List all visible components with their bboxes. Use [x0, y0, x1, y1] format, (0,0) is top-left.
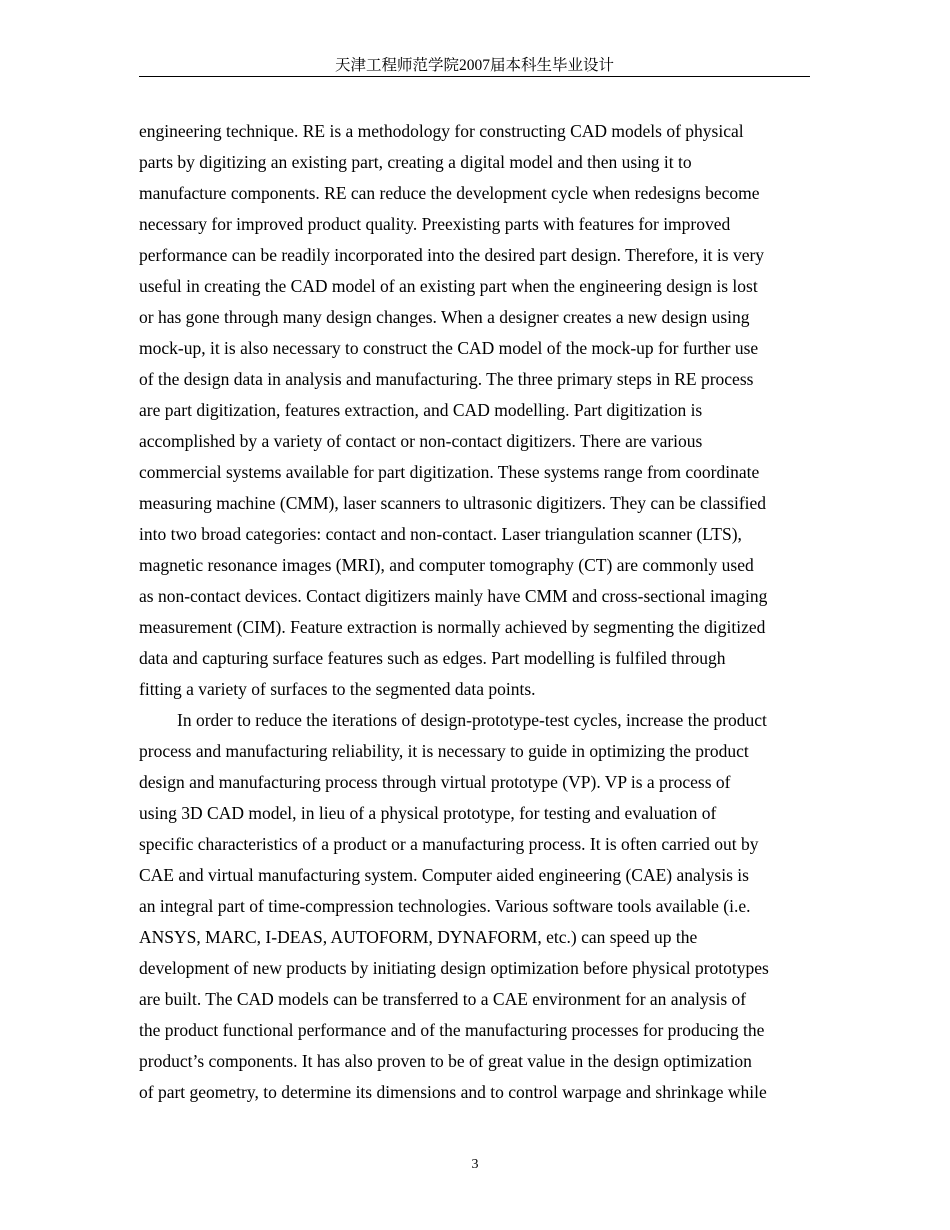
text-line: magnetic resonance images (MRI), and computer tomography (CT) are commonly used — [139, 555, 754, 575]
text-line: data and capturing surface features such as edges. Part modelling is fulfiled through — [139, 648, 726, 668]
paragraph-first-line: In order to reduce the iterations of design-prototype-test cycles, increase the product — [177, 710, 767, 730]
text-line: as non-contact devices. Contact digitizers mainly have CMM and cross-sectional imaging — [139, 586, 768, 606]
text-line: mock-up, it is also necessary to construct the CAD model of the mock-up for further use — [139, 338, 759, 358]
text-line: measuring machine (CMM), laser scanners to ultrasonic digitizers. They can be classified — [139, 493, 767, 513]
text-line: process and manufacturing reliability, it is necessary to guide in optimizing the product — [139, 741, 749, 761]
text-line: of part geometry, to determine its dimensions and to control warpage and shrinkage while — [139, 1082, 767, 1102]
text-line: measurement (CIM). Feature extraction is normally achieved by segmenting the digitized — [139, 617, 766, 637]
text-line: fitting a variety of surfaces to the segmented data points. — [139, 679, 536, 699]
text-line: performance can be readily incorporated into the desired part design. Therefore, it is very — [139, 245, 765, 265]
text-line: CAE and virtual manufacturing system. Computer aided engineering (CAE) analysis is — [139, 865, 749, 885]
text-line: useful in creating the CAD model of an existing part when the engineering design is lost — [139, 276, 758, 296]
text-line: specific characteristics of a product or a manufacturing process. It is often carried out by — [139, 834, 759, 854]
text-line: using 3D CAD model, in lieu of a physical prototype, for testing and evaluation of — [139, 803, 717, 823]
text-line: design and manufacturing process through virtual prototype (VP). VP is a process of — [139, 772, 731, 792]
text-line: the product functional performance and of the manufacturing processes for producing the — [139, 1020, 765, 1040]
page-number: 3 — [471, 1157, 479, 1172]
page-header-title: 天津工程师范学院2007届本科生毕业设计 — [334, 57, 614, 74]
text-line: accomplished by a variety of contact or non-contact digitizers. There are various — [139, 431, 703, 451]
text-line: are built. The CAD models can be transferred to a CAE environment for an analysis of — [139, 989, 747, 1009]
text-line: into two broad categories: contact and non-contact. Laser triangulation scanner (LTS), — [139, 524, 742, 544]
text-line: engineering technique. RE is a methodology for constructing CAD models of physical — [139, 121, 744, 141]
text-line: development of new products by initiating design optimization before physical prototypes — [139, 958, 769, 978]
text-line: are part digitization, features extraction, and CAD modelling. Part digitization is — [139, 400, 703, 420]
text-line: necessary for improved product quality. Preexisting parts with features for improved — [139, 214, 731, 234]
text-line: product’s components. It has also proven to be of great value in the design optimization — [139, 1051, 752, 1071]
body-text — [139, 116, 810, 1108]
text-line: or has gone through many design changes. When a designer creates a new design using — [139, 307, 750, 327]
text-line: of the design data in analysis and manufacturing. The three primary steps in RE process — [139, 369, 754, 389]
text-line: commercial systems available for part digitization. These systems range from coordinate — [139, 462, 760, 482]
text-line: parts by digitizing an existing part, creating a digital model and then using it to — [139, 152, 692, 172]
text-line: ANSYS, MARC, I-DEAS, AUTOFORM, DYNAFORM, etc.) can speed up the — [139, 927, 698, 947]
text-line: an integral part of time-compression technologies. Various software tools available (i.e. — [139, 896, 751, 916]
text-line: manufacture components. RE can reduce the development cycle when redesigns become — [139, 183, 760, 203]
header-rule — [139, 76, 810, 77]
